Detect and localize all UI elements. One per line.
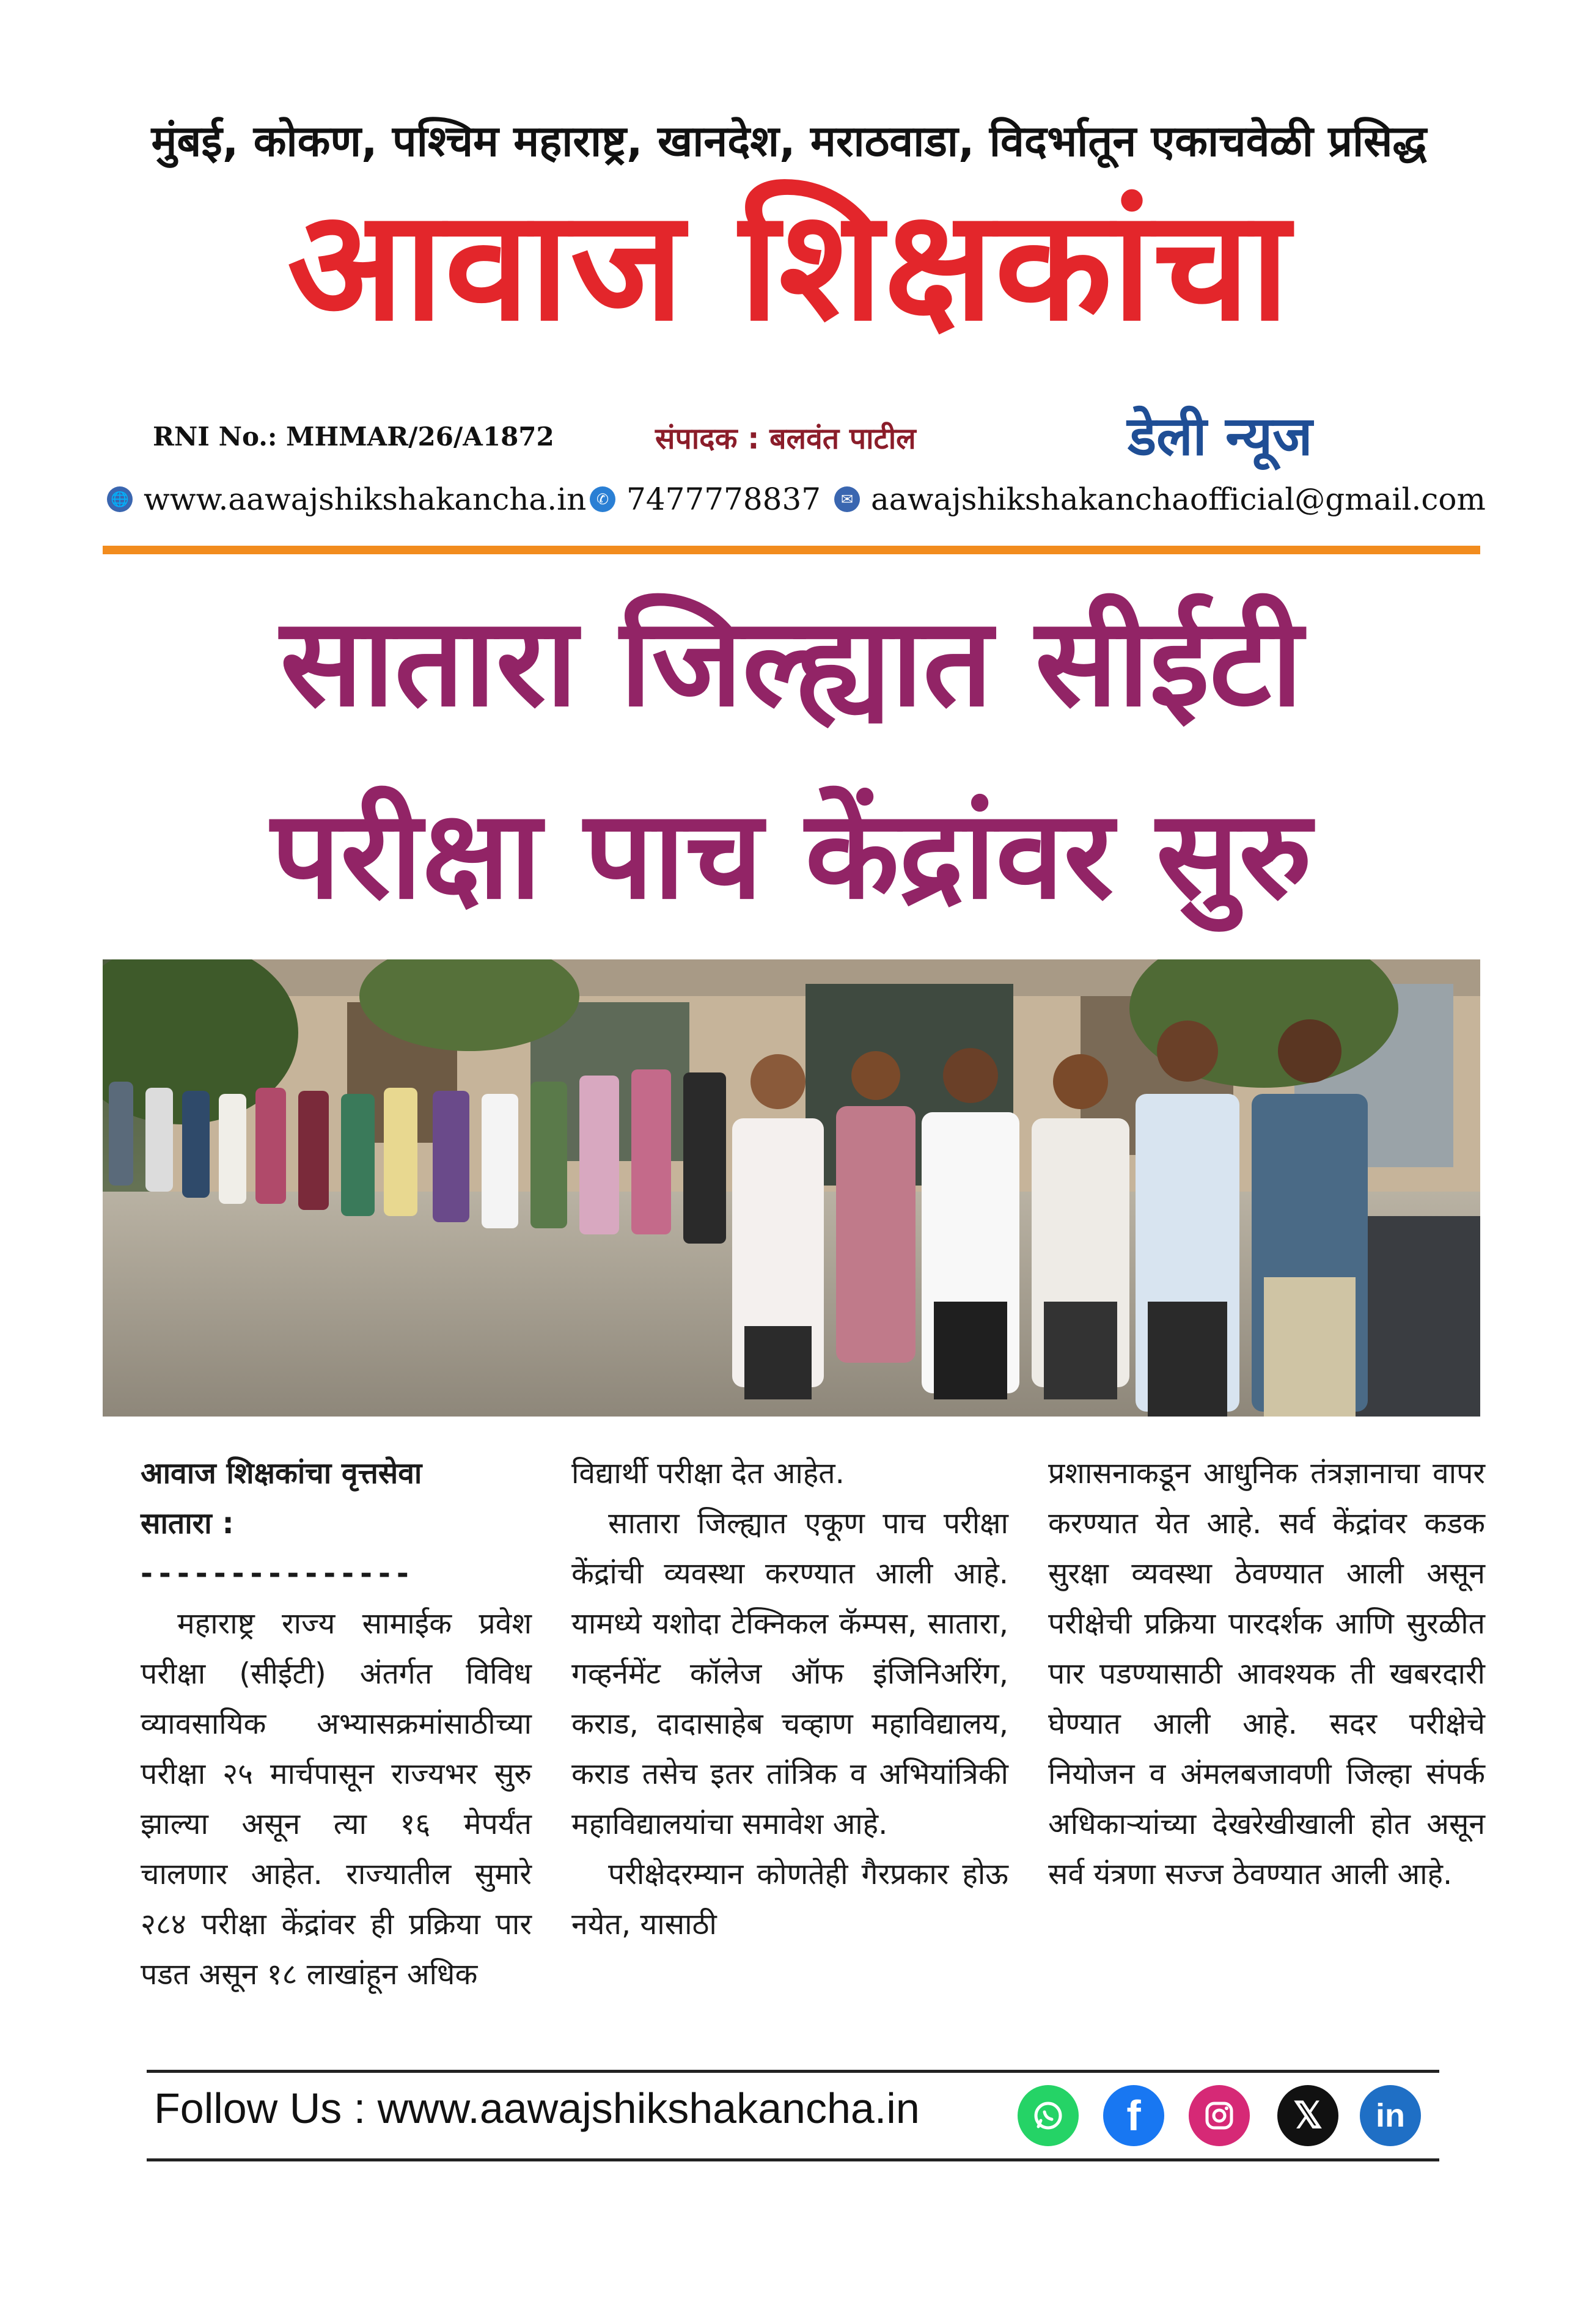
col1-paragraph: महाराष्ट्र राज्य सामाईक प्रवेश परीक्षा (सीईटी) अंतर्गत विविध व्यावसायिक अभ्यासक्रमांसाठीच्या परीक्षा २५ मार्चपासून राज्यभर सुरु झाल्या असून त्या १६ मेपर्यंत चालणार आहेत. राज्यातील सुमारे २८४ परीक्षा केंद्रांवर ही प्रक्रिया पार पडत असून १८ लाखांहून अधिक	[141, 1607, 532, 1992]
email-contact[interactable]	[834, 482, 1486, 517]
article-column-2	[571, 1448, 1008, 1949]
edition-label: डेली न्यूज	[1128, 405, 1313, 467]
editor-name: संपादक : बलवंत पाटील	[655, 422, 916, 456]
footer-bottom-rule	[147, 2158, 1439, 2161]
website-contact[interactable]	[107, 482, 586, 517]
article-column-1	[141, 1448, 532, 2000]
article-column-3	[1048, 1448, 1485, 1899]
email-address[interactable]: aawajshikshakanchaofficial@gmail.com	[871, 482, 1486, 517]
header-divider	[103, 546, 1480, 554]
byline: आवाज शिक्षकांचा वृत्तसेवा	[141, 1456, 422, 1490]
linkedin-icon[interactable]: in	[1360, 2085, 1421, 2146]
dateline: सातारा :	[141, 1506, 234, 1541]
headline-line-2: परीक्षा पाच केंद्रांवर सुरु	[271, 784, 1312, 926]
footer-top-rule	[147, 2070, 1439, 2073]
phone-contact[interactable]	[590, 482, 821, 517]
col2-paragraph-2: सातारा जिल्ह्यात एकूण पाच परीक्षा केंद्रांची व्यवस्था करण्यात आली आहे. यामध्ये यशोदा टेक्निकल कॅम्पस, सातारा, गव्हर्नमेंट कॉलेज ऑफ इंजिनिअरिंग, कराड, दादासाहेब चव्हाण महाविद्यालय, कराड तसेच इतर तांत्रिक व अभियांत्रिकी महाविद्यालयांचा समावेश आहे.	[571, 1506, 1008, 1841]
globe-icon: 🌐	[107, 486, 133, 512]
col3-paragraph: प्रशासनाकडून आधुनिक तंत्रज्ञानाचा वापर करण्यात येत आहे. सर्व केंद्रांवर कडक सुरक्षा व्यवस्था ठेवण्यात आली असून परीक्षेची प्रक्रिया पारदर्शक आणि सुरळीत पार पडण्यासाठी आवश्यक ती खबरदारी घेण्यात आली आहे. सदर परीक्षेचे नियोजन व अंमलबजावणी जिल्हा संपर्क अधिकाऱ्यांच्या देखरेखीखाली होत असून सर्व यंत्रणा सज्ज ठेवण्यात आली आहे.	[1048, 1456, 1485, 1891]
news-photo	[103, 959, 1480, 1417]
headline-line-1: सातारा जिल्ह्यात सीईटी	[280, 592, 1303, 734]
mail-icon: ✉	[834, 486, 860, 512]
masthead-title: आवाज शिक्षकांचा	[287, 177, 1291, 354]
x-icon[interactable]: 𝕏	[1277, 2085, 1338, 2146]
col2-paragraph-1: विद्यार्थी परीक्षा देत आहेत.	[571, 1456, 845, 1490]
phone-icon: ✆	[590, 486, 615, 512]
follow-us-text[interactable]: Follow Us : www.aawajshikshakancha.in	[154, 2084, 920, 2132]
rni-number: RNI No.: MHMAR/26/A1872	[153, 422, 554, 452]
separator: ---------------	[141, 1556, 415, 1591]
whatsapp-icon[interactable]	[1018, 2085, 1079, 2146]
phone-number[interactable]: 7477778837	[626, 482, 821, 517]
website-link[interactable]: www.aawajshikshakancha.in	[144, 482, 587, 517]
col2-paragraph-3: परीक्षेदरम्यान कोणतेही गैरप्रकार होऊ नयेत, यासाठी	[571, 1857, 1008, 1941]
tagline: मुंबई, कोकण, पश्चिम महाराष्ट्र, खानदेश, मराठवाडा, विदर्भातून एकाचवेळी प्रसिद्ध	[151, 116, 1427, 166]
facebook-icon[interactable]: f	[1103, 2085, 1164, 2146]
instagram-icon[interactable]	[1189, 2085, 1250, 2146]
